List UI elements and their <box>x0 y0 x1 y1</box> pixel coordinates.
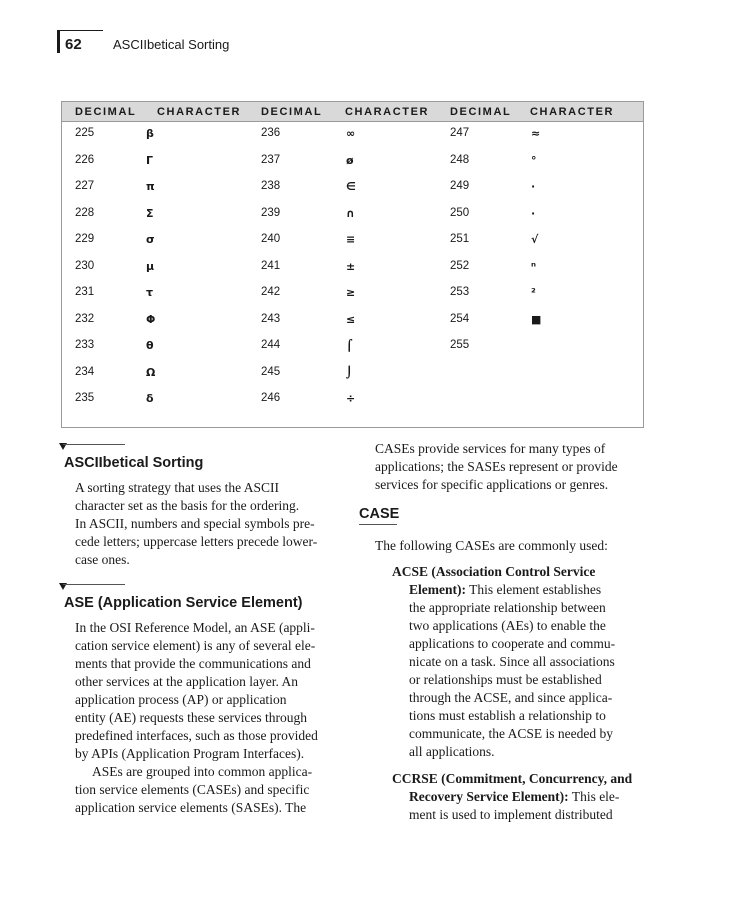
table-header-cell: CHARACTER <box>157 106 242 118</box>
running-title: ASCIIbetical Sorting <box>113 37 230 52</box>
table-header-cell: DECIMAL <box>75 106 137 118</box>
text-line: applications; the SASEs represent or provide <box>375 459 618 474</box>
text-line: other services at the application layer. An <box>75 674 299 689</box>
text-line: all applications. <box>409 744 495 759</box>
text-line: or relationships must be established <box>409 672 602 687</box>
character-cell: ≤ <box>346 312 356 326</box>
character-cell: · <box>531 180 536 193</box>
decimal-cell: 236 <box>261 127 281 139</box>
decimal-cell: 244 <box>261 339 281 351</box>
character-cell: ≈ <box>531 127 541 140</box>
text-line: predefined interfaces, such as those provided <box>75 728 318 743</box>
decimal-cell: 227 <box>75 180 95 192</box>
text-line: character set as the basis for the ordering. <box>75 498 300 513</box>
text-line: communicate, the ACSE is needed by <box>409 726 613 741</box>
text-line: tions must establish a relationship to <box>409 708 606 723</box>
character-cell: ∞ <box>346 127 356 140</box>
text-line: In the OSI Reference Model, an ASE (appli- <box>75 620 315 635</box>
text-line: two applications (AEs) to enable the <box>409 618 606 633</box>
table-header-row <box>62 102 643 122</box>
page-number: 62 <box>65 36 82 53</box>
case-heading-underline <box>359 524 397 525</box>
table-header-cell: CHARACTER <box>345 106 430 118</box>
character-cell: ² <box>531 286 536 299</box>
text-line: application service elements (SASEs). The <box>75 800 307 815</box>
text-line <box>392 581 615 599</box>
term-ccrse-continued: Recovery Service Element): <box>409 789 569 804</box>
decimal-cell: 225 <box>75 127 95 139</box>
decimal-cell: 243 <box>261 312 281 325</box>
character-cell: ∈ <box>346 180 356 193</box>
entry-acse <box>392 563 615 761</box>
character-cell: √ <box>531 233 539 246</box>
text-line: ments that provide the communications and <box>75 656 311 671</box>
character-cell: ∩ <box>346 206 355 220</box>
text-line: ment is used to implement distributed <box>409 807 613 822</box>
character-cell: · <box>531 206 536 220</box>
text-line: application process (AP) or application <box>75 692 287 707</box>
decimal-cell: 241 <box>261 259 281 272</box>
entry-ccrse <box>392 770 632 824</box>
character-cell: ÷ <box>346 392 356 405</box>
character-cell: ≥ <box>346 286 356 299</box>
decimal-cell: 251 <box>450 233 470 245</box>
decimal-cell: 250 <box>450 206 470 219</box>
character-cell: µ <box>146 259 155 273</box>
paragraph-case-intro <box>375 537 608 555</box>
decimal-cell: 252 <box>450 259 470 272</box>
text-line: The following CASEs are commonly used: <box>375 538 608 553</box>
text-line: entity (AE) requests these services through <box>75 710 308 725</box>
character-cell: Γ <box>146 153 154 167</box>
decimal-cell: 255 <box>450 339 470 351</box>
term-acse-continued: Element): <box>409 582 466 597</box>
character-cell: Ω <box>146 365 156 379</box>
header-rule-vertical <box>57 30 60 53</box>
text-line: nicate on a task. Since all associations <box>409 654 615 669</box>
decimal-cell: 242 <box>261 286 281 298</box>
character-cell: τ <box>146 286 154 299</box>
decimal-cell: 226 <box>75 153 95 166</box>
character-cell: ° <box>531 153 537 167</box>
decimal-cell: 239 <box>261 206 281 219</box>
decimal-cell: 247 <box>450 127 470 139</box>
decimal-cell: 232 <box>75 312 95 325</box>
table-header-cell: DECIMAL <box>261 106 323 118</box>
text-line: tion service elements (CASEs) and specific <box>75 782 310 797</box>
heading-case: CASE <box>359 506 400 522</box>
character-cell: ø <box>346 153 354 167</box>
decimal-cell: 245 <box>261 365 281 378</box>
character-cell: ≡ <box>346 233 356 246</box>
table-header-cell: DECIMAL <box>450 106 512 118</box>
text-line: cation service element) is any of several ele- <box>75 638 316 653</box>
text-line: ASEs are grouped into common applica- <box>92 764 313 779</box>
decimal-cell: 234 <box>75 365 95 378</box>
text-line: through the ACSE, and since applica- <box>409 690 613 705</box>
character-cell: ± <box>346 259 356 273</box>
character-cell: π <box>146 180 155 193</box>
decimal-cell: 253 <box>450 286 470 298</box>
definition-text: This ele- <box>568 789 620 804</box>
decimal-cell: 246 <box>261 392 281 404</box>
character-cell: σ <box>146 233 155 246</box>
section-rule <box>63 444 125 445</box>
decimal-cell: 240 <box>261 233 281 245</box>
section-rule <box>63 584 125 585</box>
decimal-cell: 249 <box>450 180 470 192</box>
heading-ase: ASE (Application Service Element) <box>64 595 303 611</box>
decimal-cell: 230 <box>75 259 95 272</box>
text-line: CASEs provide services for many types of <box>375 441 606 456</box>
heading-asciibetical: ASCIIbetical Sorting <box>64 455 204 471</box>
decimal-cell: 248 <box>450 153 470 166</box>
text-line: A sorting strategy that uses the ASCII <box>75 480 279 495</box>
running-header <box>57 28 327 56</box>
paragraph-ase <box>75 619 318 817</box>
text-line: In ASCII, numbers and special symbols pre- <box>75 516 315 531</box>
term-ccrse: CCRSE (Commitment, Concurrency, and <box>392 771 633 786</box>
decimal-cell: 235 <box>75 392 95 404</box>
text-line: cede letters; uppercase letters precede lower- <box>75 534 318 549</box>
character-cell: θ <box>146 339 154 352</box>
text-line: the appropriate relationship between <box>409 600 606 615</box>
decimal-cell: 233 <box>75 339 95 351</box>
paragraph-asciibetical <box>75 479 317 569</box>
text-line <box>392 788 632 806</box>
text-line: by APIs (Application Program Interfaces). <box>75 746 305 761</box>
character-cell: Σ <box>146 206 154 220</box>
ascii-table <box>61 101 644 428</box>
character-cell: δ <box>146 392 154 405</box>
character-cell: ⁿ <box>531 259 537 273</box>
decimal-cell: 254 <box>450 312 470 325</box>
header-rule-horizontal <box>57 30 103 31</box>
table-header-cell: CHARACTER <box>530 106 615 118</box>
definition-text: This element establishes <box>465 582 602 597</box>
text-line: services for specific applications or genres. <box>375 477 609 492</box>
character-cell: ⌡ <box>346 365 353 379</box>
paragraph-cases-intro <box>375 440 618 494</box>
decimal-cell: 228 <box>75 206 95 219</box>
text-line: case ones. <box>75 552 130 567</box>
term-acse: ACSE (Association Control Service <box>392 564 596 579</box>
character-cell: Φ <box>146 312 156 326</box>
character-cell: ⌠ <box>346 339 353 352</box>
decimal-cell: 238 <box>261 180 281 192</box>
decimal-cell: 229 <box>75 233 95 245</box>
text-line: applications to cooperate and commu- <box>409 636 616 651</box>
character-cell: ■ <box>531 312 542 326</box>
decimal-cell: 231 <box>75 286 95 298</box>
decimal-cell: 237 <box>261 153 281 166</box>
character-cell: β <box>146 127 154 140</box>
